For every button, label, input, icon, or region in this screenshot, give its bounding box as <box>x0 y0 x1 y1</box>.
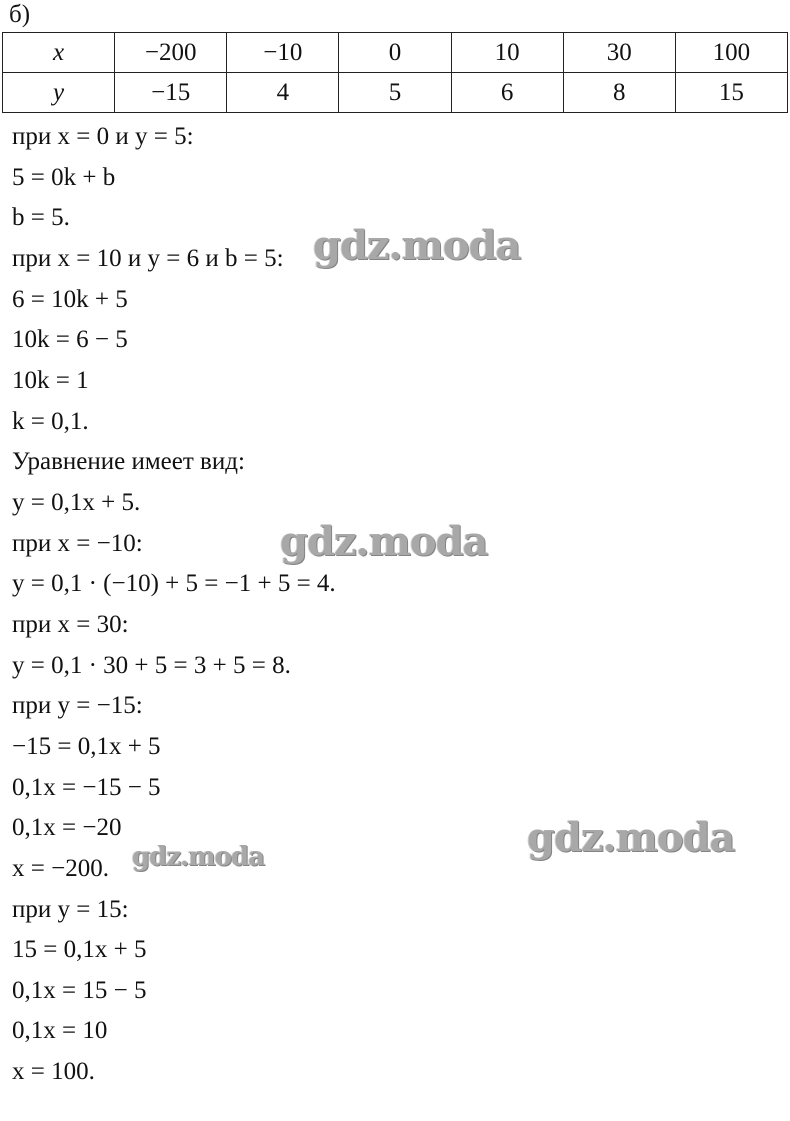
solution-line: при x = 30: <box>12 611 129 638</box>
x-header-cell: x <box>3 33 115 73</box>
y-value-cell: 8 <box>563 73 675 113</box>
x-value-cell: 100 <box>675 33 787 73</box>
y-value-cell: −15 <box>115 73 227 113</box>
solution-line: 0,1x = 10 <box>12 1017 108 1044</box>
solution-line: −15 = 0,1x + 5 <box>12 733 161 760</box>
values-table <box>2 32 788 113</box>
x-value-cell: 10 <box>451 33 563 73</box>
solution-line: при x = 10 и y = 6 и b = 5: <box>12 245 284 272</box>
solution-line: y = 0,1 · (−10) + 5 = −1 + 5 = 4. <box>12 570 336 597</box>
solution-line: 0,1x = 15 − 5 <box>12 977 147 1004</box>
solution-line: 10k = 1 <box>12 367 89 394</box>
watermark: gdz.moda <box>280 518 488 565</box>
solution-line: 15 = 0,1x + 5 <box>12 936 147 963</box>
solution-line: 6 = 10k + 5 <box>12 286 128 313</box>
watermark: gdz.moda <box>313 222 521 269</box>
watermark: gdz.moda <box>527 814 735 861</box>
x-value-cell: −10 <box>227 33 339 73</box>
solution-line: 0,1x = −15 − 5 <box>12 774 161 801</box>
solution-line: k = 0,1. <box>12 408 89 435</box>
solution-line: b = 5. <box>12 204 70 231</box>
y-header-cell: y <box>3 73 115 113</box>
solution-line: при x = −10: <box>12 530 143 557</box>
y-value-cell: 4 <box>227 73 339 113</box>
table-row-x <box>3 33 788 73</box>
solution-line: при y = 15: <box>12 896 129 923</box>
table-row-y <box>3 73 788 113</box>
x-value-cell: −200 <box>115 33 227 73</box>
solution-line: 10k = 6 − 5 <box>12 326 128 353</box>
y-value-cell: 15 <box>675 73 787 113</box>
solution-line: 5 = 0k + b <box>12 164 116 191</box>
solution-line: x = −200. <box>12 855 109 882</box>
solution-line: y = 0,1x + 5. <box>12 489 141 516</box>
solution-line: Уравнение имеет вид: <box>12 448 245 475</box>
x-value-cell: 30 <box>563 33 675 73</box>
solution-line: при y = −15: <box>12 692 143 719</box>
watermark: gdz.moda <box>132 842 265 872</box>
solution-line: x = 100. <box>12 1058 95 1085</box>
part-label: б) <box>9 1 31 28</box>
solution-line: 0,1x = −20 <box>12 814 122 841</box>
x-value-cell: 0 <box>339 33 451 73</box>
y-value-cell: 5 <box>339 73 451 113</box>
solution-line: y = 0,1 · 30 + 5 = 3 + 5 = 8. <box>12 652 291 679</box>
solution-line: при x = 0 и y = 5: <box>12 123 194 150</box>
y-value-cell: 6 <box>451 73 563 113</box>
